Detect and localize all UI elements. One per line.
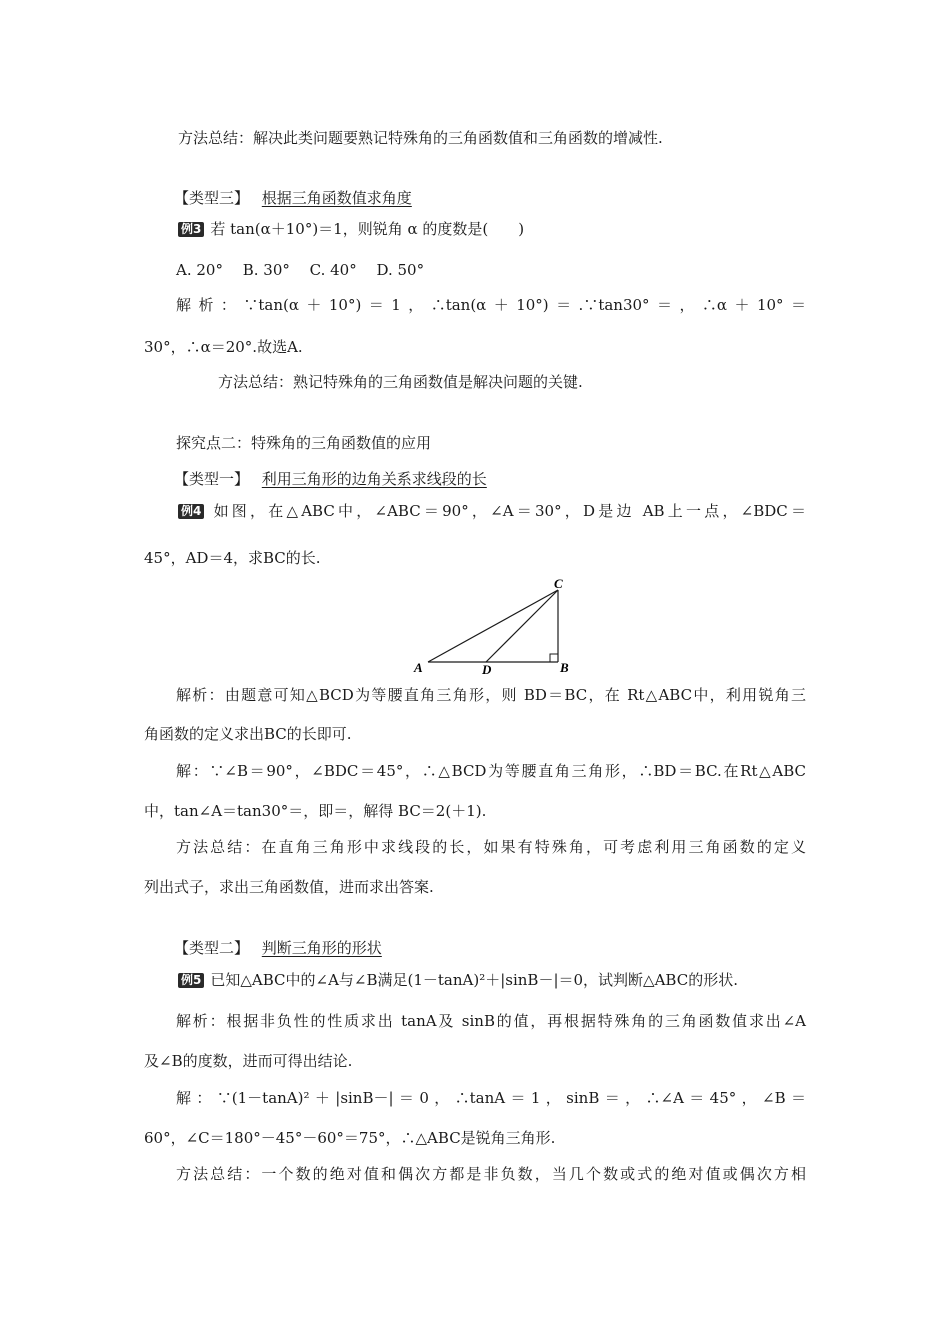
type3-heading [174,188,412,208]
type3-bracket: 【类型三】 [174,189,250,207]
example5-analysis-line2: 及∠B的度数，进而可得出结论. [144,1052,353,1070]
type1-heading [174,469,487,489]
label-c: C [554,576,563,591]
type1-bracket: 【类型一】 [174,470,250,488]
type2-heading [174,938,382,958]
type2-bracket: 【类型二】 [174,939,250,957]
example4-question-line2: 45°，AD＝4，求BC的长. [144,549,321,567]
example3-badge: 例3 [178,222,204,237]
example3-summary: 方法总结：熟记特殊角的三角函数值是解决问题的关键. [218,373,583,391]
example3-question [178,219,524,239]
example4-badge: 例4 [178,504,204,519]
example4-analysis-line1: 解析：由题意可知△BCD为等腰直角三角形，则 BD＝BC，在 Rt△ABC中，利用锐角三 [176,686,806,704]
section2-heading: 探究点二：特殊角的三角函数值的应用 [176,434,432,452]
example4-solution-line2: 中，tan∠A＝tan30°＝，即＝，解得 BC＝2(＋1). [144,802,487,820]
example4-summary-line2: 列出式子，求出三角函数值，进而求出答案. [144,878,434,896]
label-b: B [560,660,569,675]
example4-solution-line1: 解：∵∠B＝90°，∠BDC＝45°，∴△BCD为等腰直角三角形，∴BD＝BC.在Rt△ABC [176,762,806,780]
example3-analysis-line1: 解析：∵tan(α＋10°)＝1，∴tan(α＋10°)＝.∵tan30°＝，∴α＋10°＝ [176,296,806,314]
example4-question-text: 如图，在△ABC中，∠ABC＝90°，∠A＝30°，D是边 AB上一点，∠BDC＝ [210,502,806,520]
example3-question-text: 若 tan(α＋10°)＝1，则锐角 α 的度数是( ) [210,220,525,238]
type3-title: 根据三角函数值求角度 [261,189,412,207]
label-a: A [414,660,423,675]
side-ac [428,590,558,662]
right-angle-mark [550,654,558,662]
example3-options: A. 20° B. 30° C. 40° D. 50° [176,261,425,279]
segment-cd [486,590,558,662]
example5-question [178,970,738,990]
example5-question-text: 已知△ABC中的∠A与∠B满足(1－tanA)²＋|sinB－|＝0，试判断△ABC的形状. [210,971,738,989]
example4-summary-line1: 方法总结：在直角三角形中求线段的长，如果有特殊角，可考虑利用三角函数的定义 [176,838,806,856]
label-d: D [482,662,492,675]
type2-title: 判断三角形的形状 [261,939,382,957]
example5-solution-line2: 60°，∠C＝180°－45°－60°＝75°，∴△ABC是锐角三角形. [144,1129,556,1147]
example3-analysis-line2: 30°，∴α＝20°.故选A. [144,338,303,356]
summary-text: 方法总结：解决此类问题要熟记特殊角的三角函数值和三角函数的增减性. [178,129,663,147]
example5-badge: 例5 [178,973,204,988]
example5-solution-line1: 解：∵(1－tanA)²＋|sinB－|＝0，∴tanA＝1，sinB＝，∴∠A＝45°，∠B＝ [176,1089,806,1107]
example4-question-line1 [178,501,806,521]
example4-analysis-line2: 角函数的定义求出BC的长即可. [144,725,352,743]
example5-analysis-line1: 解析：根据非负性的性质求出 tanA及 sinB的值，再根据特殊角的三角函数值求出∠A [176,1012,806,1030]
example5-summary-line1: 方法总结：一个数的绝对值和偶次方都是非负数，当几个数或式的绝对值或偶次方相 [176,1165,806,1183]
triangle-figure [400,575,600,675]
type1-title: 利用三角形的边角关系求线段的长 [261,470,487,488]
